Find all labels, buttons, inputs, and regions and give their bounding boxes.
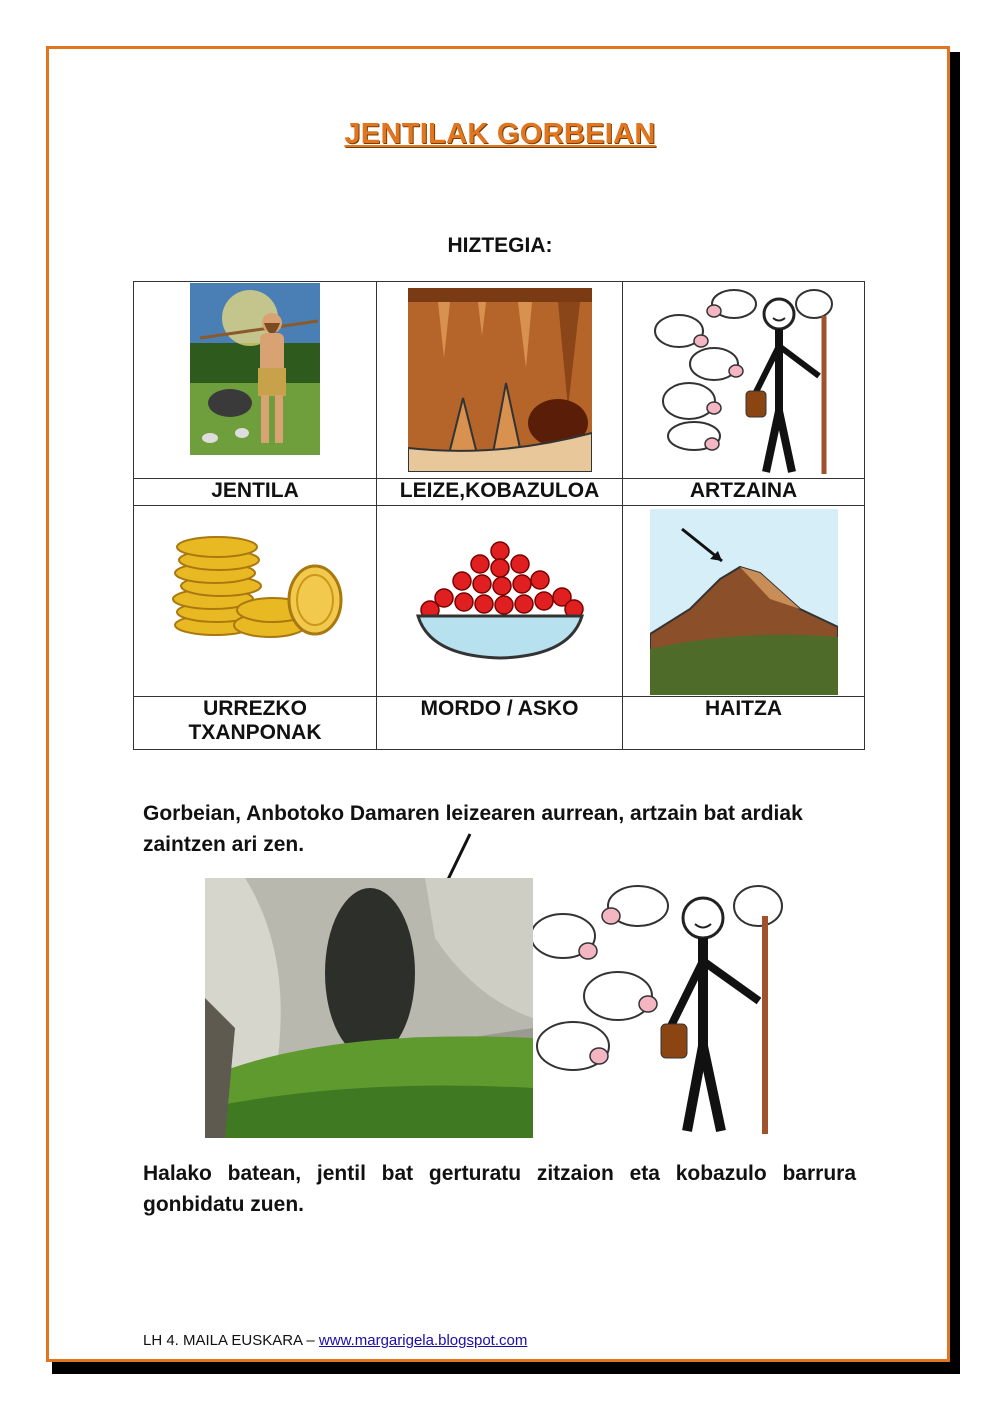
vocab-label: ARTZAINA (623, 479, 865, 506)
blog-link[interactable]: www.margarigela.blogspot.com (318, 1332, 528, 1349)
vocab-label: MORDO / ASKO (377, 697, 623, 750)
cave-photo (205, 878, 533, 1138)
vocabulary-heading: HIZTEGIA: (447, 234, 553, 257)
vocab-image-cell (134, 506, 377, 697)
vocab-image-cell (623, 282, 865, 479)
page-footer (143, 1332, 527, 1349)
vocab-label: JENTILA (134, 479, 377, 506)
page-title: JENTILAK GORBEIAN (344, 118, 656, 150)
footer-prefix: LH 4. MAILA EUSKARA – (143, 1332, 319, 1349)
story-paragraph-2: Halako batean, jentil bat gerturatu zitzaion eta kobazulo barrura gonbidatu zuen. (143, 1162, 856, 1216)
giant-image (190, 283, 320, 455)
vocab-image-cell (377, 506, 623, 697)
shepherd-image (654, 286, 834, 476)
shepherd-with-sheep-image (533, 876, 793, 1136)
vocab-image-cell (623, 506, 865, 697)
gold-coins-image (165, 530, 345, 650)
vocab-image-cell (134, 282, 377, 479)
rock-peak-image (650, 509, 838, 695)
vocab-label: URREZKO TXANPONAK (134, 697, 377, 750)
vocab-label: LEIZE,KOBAZULOA (377, 479, 623, 506)
cave-image (408, 288, 592, 472)
vocab-label: HAITZA (623, 697, 865, 750)
vocab-image-cell (377, 282, 623, 479)
vocabulary-table (133, 281, 865, 750)
story-paragraph-1: Gorbeian, Anbotoko Damaren leizearen aurrean, artzain bat ardiak zaintzen ari zen. (143, 802, 803, 856)
bowl-of-berries-image (410, 536, 590, 666)
